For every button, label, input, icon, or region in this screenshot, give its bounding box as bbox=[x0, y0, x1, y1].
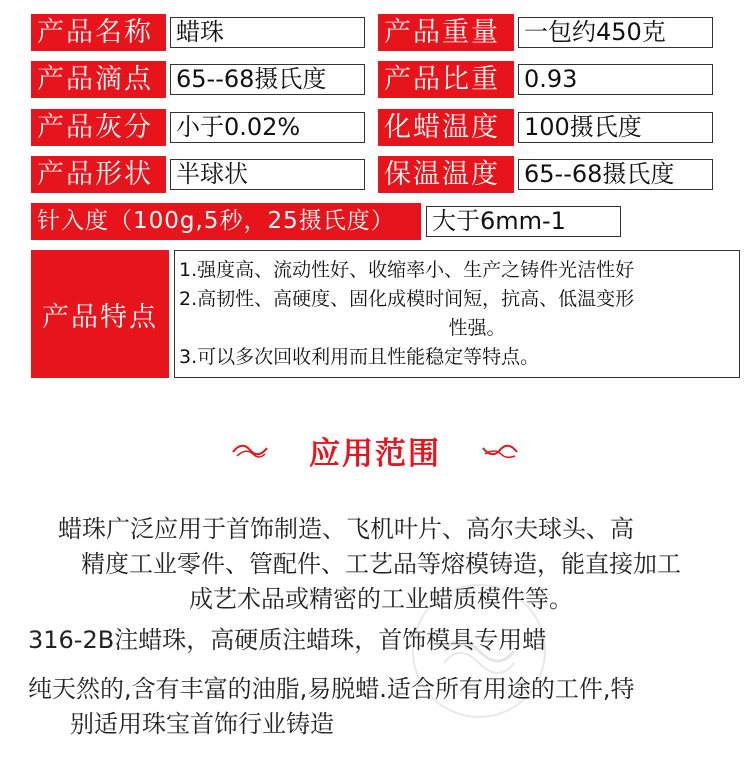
tilde-ornament-icon bbox=[231, 440, 269, 460]
shape-label: 产品形状 bbox=[31, 156, 166, 193]
drop-point-value: 65--68摄氏度 bbox=[170, 64, 365, 95]
application-paragraph-2: 316-2B注蜡珠，高硬质注蜡珠，首饰模具专用蜡 bbox=[28, 626, 547, 654]
paragraph-1-line-3: 成艺术品或精密的工业蜡质模件等。 bbox=[189, 585, 573, 613]
application-paragraph-3 bbox=[28, 672, 738, 742]
feature-line-2: 2.高韧性、高硬度、固化成模时间短，抗高、低温变形 bbox=[179, 288, 635, 310]
ash-label: 产品灰分 bbox=[31, 109, 166, 146]
application-paragraph-1 bbox=[28, 512, 734, 617]
hold-temp-value: 65--68摄氏度 bbox=[518, 159, 713, 190]
features-label bbox=[31, 250, 169, 378]
features-box bbox=[174, 250, 740, 378]
weight-value: 一包约450克 bbox=[518, 17, 713, 48]
application-heading bbox=[0, 425, 750, 475]
application-title: 应用范围 bbox=[309, 435, 441, 472]
tilde-ornament-icon bbox=[481, 440, 519, 460]
feature-line-1: 1.强度高、流动性好、收缩率小、生产之铸件光洁性好 bbox=[179, 259, 635, 281]
penetration-label: 针入度（100g,5秒，25摄氏度） bbox=[31, 203, 421, 240]
name-value: 蜡珠 bbox=[170, 17, 365, 48]
density-label: 产品比重 bbox=[378, 61, 514, 98]
paragraph-1-line-2: 精度工业零件、管配件、工艺品等熔模铸造，能直接加工 bbox=[81, 550, 681, 578]
melt-temp-label: 化蜡温度 bbox=[378, 109, 514, 146]
hold-temp-label: 保温温度 bbox=[378, 156, 514, 193]
paragraph-1-line-1: 蜡珠广泛应用于首饰制造、飞机叶片、高尔夫球头、高 bbox=[58, 515, 634, 543]
features-label-text: 产品特点 bbox=[42, 301, 158, 333]
penetration-value: 大于6mm-1 bbox=[426, 206, 621, 237]
feature-line-2-cont: 性强。 bbox=[448, 317, 506, 339]
name-label: 产品名称 bbox=[31, 14, 166, 51]
paragraph-3-line-2: 别适用珠宝首饰行业铸造 bbox=[70, 710, 334, 738]
shape-value: 半球状 bbox=[170, 159, 365, 190]
weight-label: 产品重量 bbox=[378, 14, 514, 51]
paragraph-3-line-1: 纯天然的,含有丰富的油脂,易脱蜡.适合所有用途的工件,特 bbox=[28, 675, 635, 703]
drop-point-label: 产品滴点 bbox=[31, 61, 166, 98]
melt-temp-value: 100摄氏度 bbox=[518, 112, 713, 143]
ash-value: 小于0.02% bbox=[170, 112, 365, 143]
feature-line-3: 3.可以多次回收利用而且性能稳定等特点。 bbox=[179, 346, 540, 368]
density-value: 0.93 bbox=[518, 64, 713, 95]
